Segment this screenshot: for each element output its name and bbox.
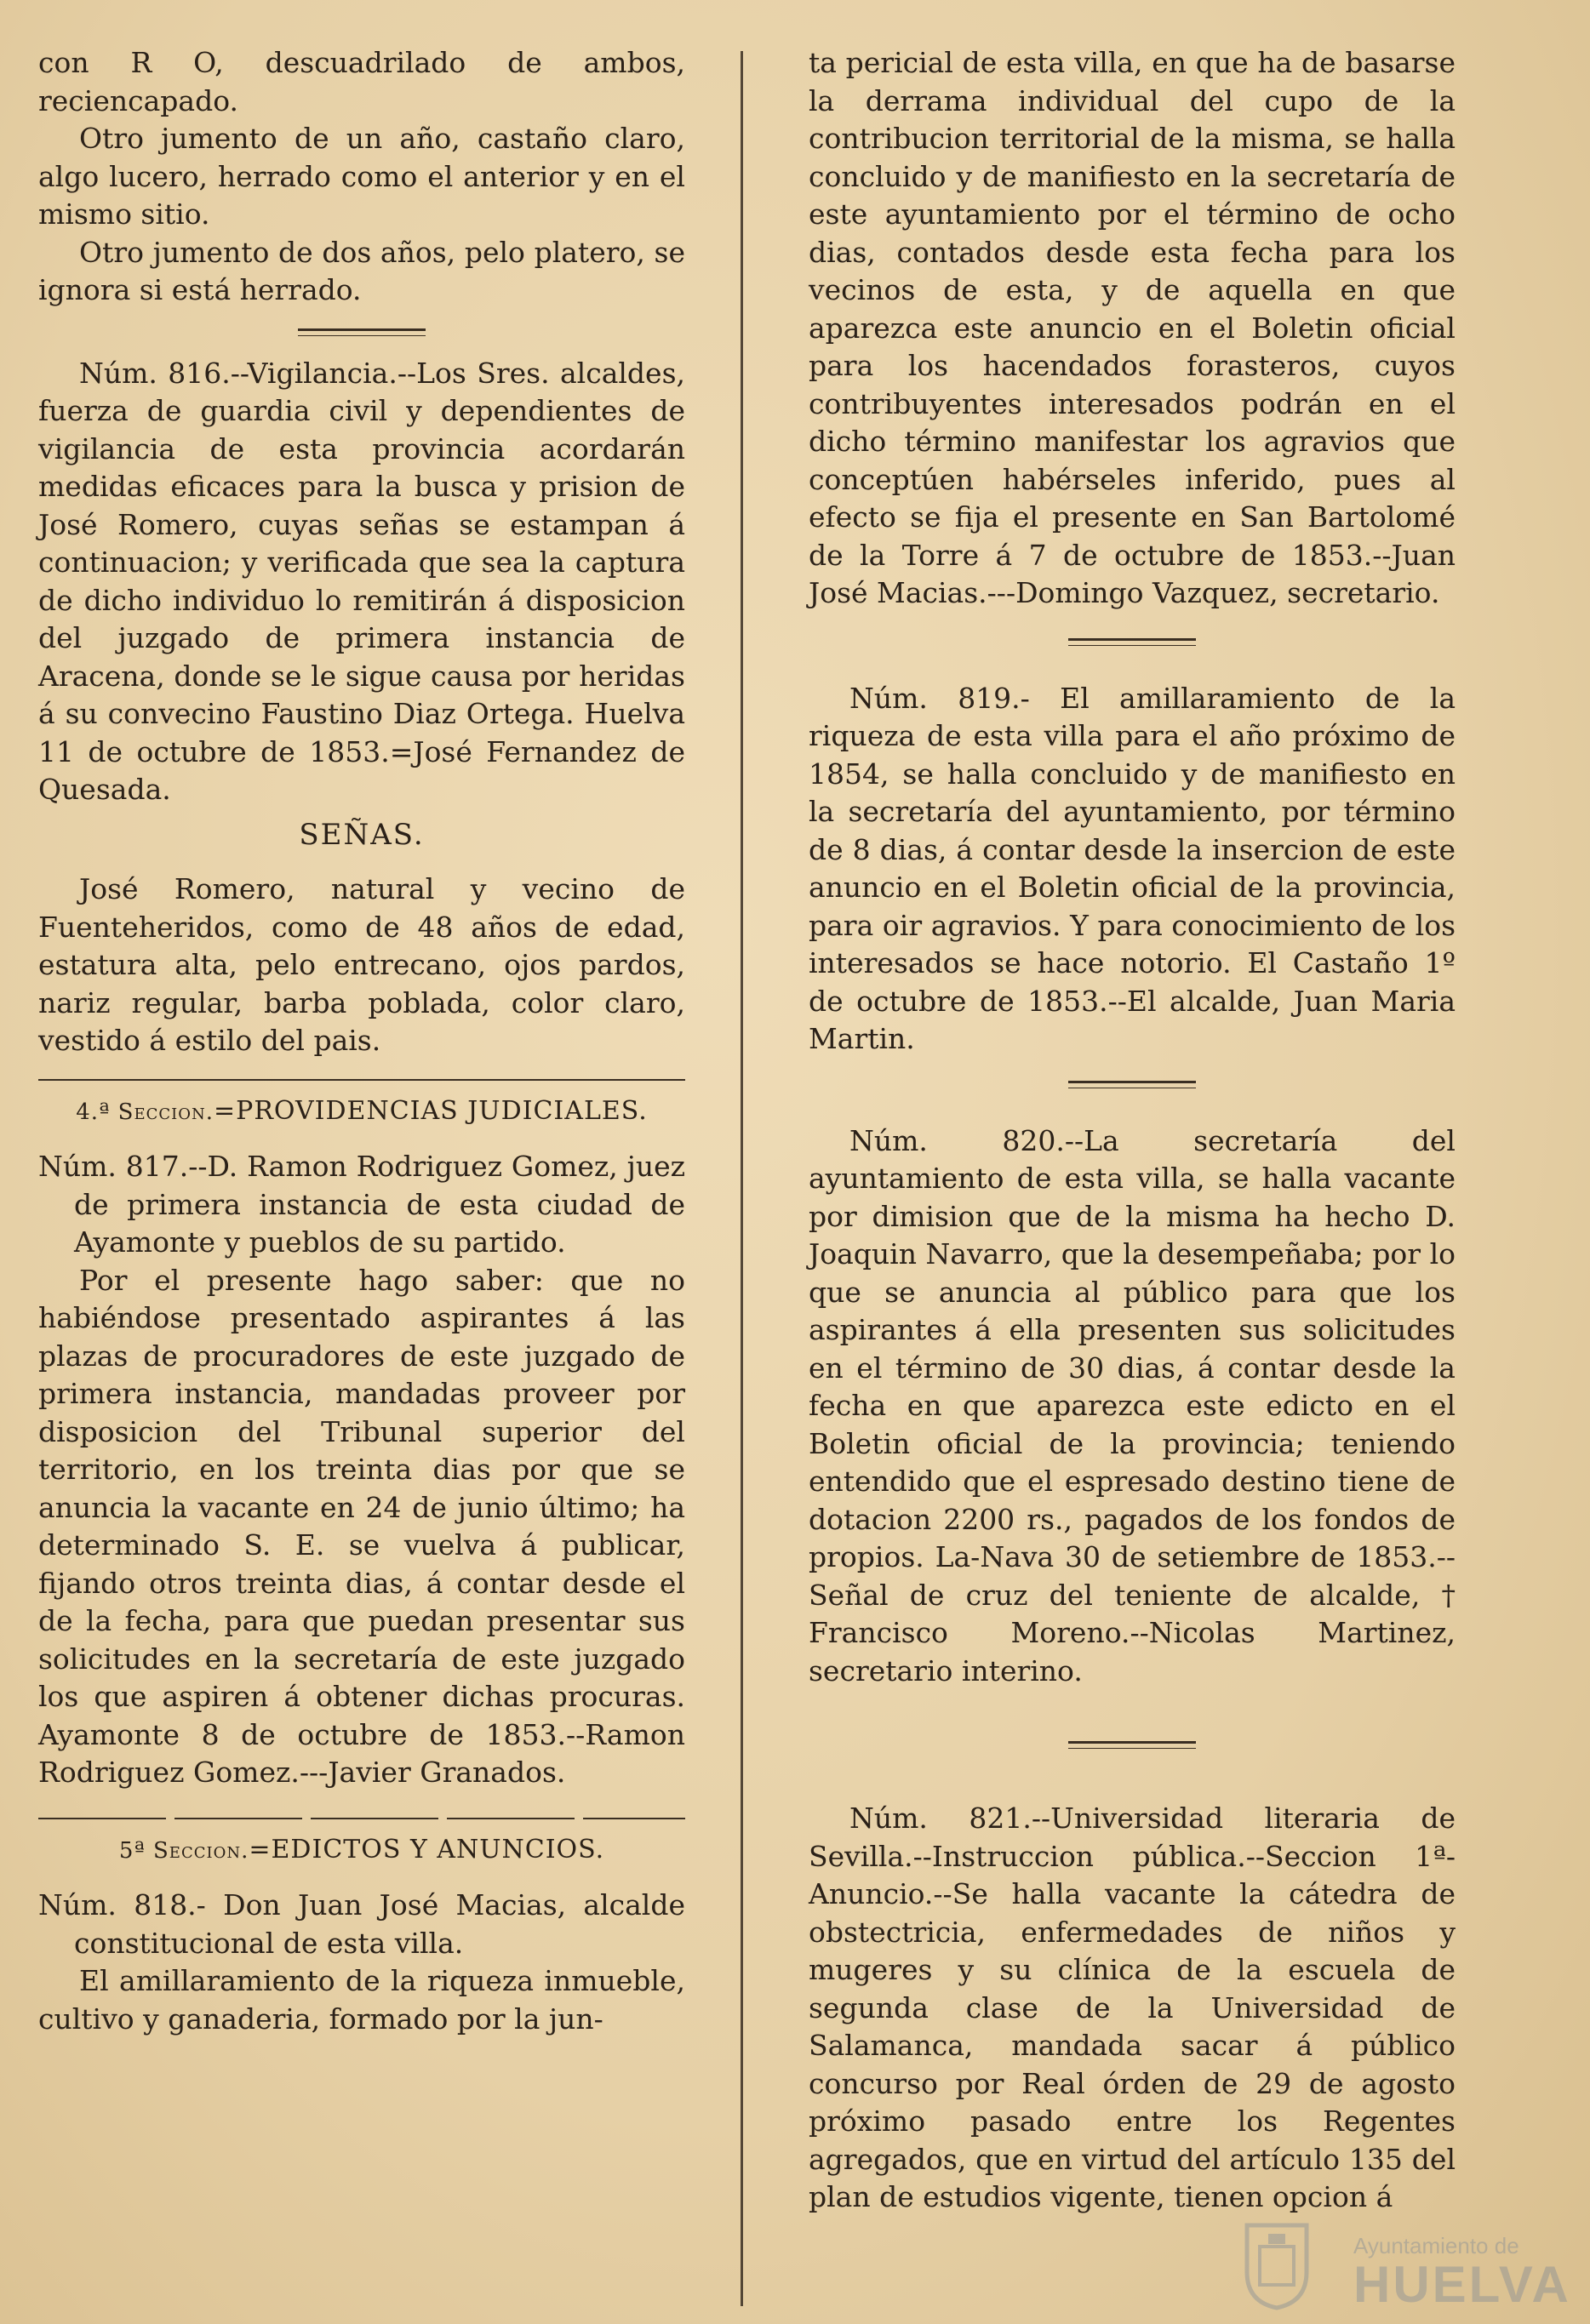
notice-821: Núm. 821.--Universidad literaria de Sevilla.--Instruccion pública.--Seccion 1ª-Anuncio.--Se halla vacante la cátedra de obstectricia, enfermedades de niños y mugeres y su clínica de la escuela de segunda clase de la Universidad de Salamanca, mandada sacar á público concurso por Real órden de 29 de agosto próximo pasado entre los Regentes agregados, que en virtud del artículo 135 del plan de estudios vigente, tienen opcion á — [809, 1802, 1456, 2213]
watermark-line-2: HUELVA — [1353, 2256, 1571, 2313]
notice-820: Núm. 820.--La secretaría del ayuntamiento de esta villa, se halla vacante por dimision que de la misma ha hecho D. Joaquin Navarro, que la desempeñaba; por lo que se anuncia al público para que los aspirantes á ella presenten sus solicitudes en el término de 30 dias, á contar desde la fecha en que aparezca este edicto en el Boletin oficial de la provincia; teniendo entendido que el espresado destino tiene de dotacion 2200 rs., pagados de los fondos de propios. La-Nava 30 de setiembre de 1853.--Señal de cruz del teniente de alcalde, † Francisco Moreno.--Nicolas Martinez, secretario interino. — [809, 1123, 1456, 1687]
section-divider — [38, 1079, 685, 1081]
notice-816: Núm. 816.--Vigilancia.--Los Sres. alcaldes, fuerza de guardia civil y dependientes de vigilancia de esta provincia acordarán medidas eficaces para la busca y prision de José Romero, cuyas señas se estampan á continuacion; y verificada que sea la captura de dicho individuo lo remitirán á disposicion del juzgado de primera instancia de Aracena, donde se le sigue causa por heridas á su convecino Faustino Diaz Ortega. Huelva 11 de octubre de 1853.=José Fernandez de Quesada. — [38, 356, 685, 806]
section-5-prefix: 5ª Seccion. — [118, 1837, 249, 1864]
right-column — [809, 44, 1456, 2217]
section-5-title: =EDICTOS Y ANUNCIOS. — [249, 1834, 605, 1864]
section-4-heading — [38, 1093, 685, 1132]
section-4-title: =PROVIDENCIAS JUDICIALES. — [214, 1095, 648, 1126]
paragraph-jumento-2: Otro jumento de un año, castaño claro, algo lucero, herrado como el anterior y en el mismo sitio. — [38, 122, 685, 231]
notice-separator — [1068, 1741, 1196, 1749]
notice-818-heading: Núm. 818.- Don Juan José Macias, alcalde constitucional de esta villa. — [38, 1888, 685, 1960]
section-5-heading — [38, 1831, 685, 1870]
coat-of-arms-icon — [1243, 2221, 1311, 2310]
notice-818-continuation: ta pericial de esta villa, en que ha de basarse la derrama individual del cupo de la contribucion territorial de la misma, se halla concluido y de manifiesto en la secretaría de este ayuntamiento por el término de ocho dias, contados desde esta fecha para los vecinos de esta, y de aquella en que aparezca este anuncio en el Boletin oficial para los hacendados forasteros, cuyos contribuyentes interesados podrán en el dicho término manifestar los agravios que conceptúen habérseles inferido, pues al efecto se fija el presente en San Bartolomé de la Torre á 7 de octubre de 1853.--Juan José Macias.---Domingo Vazquez, secretario. — [809, 46, 1456, 609]
section-divider — [38, 1818, 685, 1819]
column-divider — [741, 51, 743, 2306]
watermark-line-1: Ayuntamiento de — [1353, 2233, 1519, 2258]
notice-818-body: El amillaramiento de la riqueza inmueble, cultivo y ganaderia, formado por la jun- — [38, 1964, 685, 2036]
senas-description: José Romero, natural y vecino de Fuenteheridos, como de 48 años de edad, estatura alta, pelo entrecano, ojos pardos, nariz regular, barba poblada, color claro, vestido á estilo del pais. — [38, 872, 685, 1057]
left-column — [38, 44, 685, 2038]
notice-separator — [298, 328, 426, 336]
section-4-prefix: 4.ª Seccion. — [76, 1099, 214, 1125]
paragraph-jumento-1: con R O, descuadrilado de ambos, reciencapado. — [38, 46, 685, 117]
ayuntamiento-watermark — [1243, 2221, 1571, 2315]
notice-817-heading: Núm. 817.--D. Ramon Rodriguez Gomez, juez de primera instancia de esta ciudad de Ayamonte y pueblos de su partido. — [38, 1150, 685, 1259]
notice-817-body: Por el presente hago saber: que no habiéndose presentado aspirantes á las plazas de procuradores de este juzgado de primera instancia, mandadas proveer por disposicion del Tribunal superior del territorio, en los treinta dias por que se anuncia la vacante en 24 de junio último; ha determinado S. E. se vuelva á publicar, fijando otros treinta dias, á contar desde el de la fecha, para que puedan presentar sus solicitudes en la secretaría de este juzgado los que aspiren á obtener dichas procuras. Ayamonte 8 de octubre de 1853.--Ramon Rodriguez Gomez.---Javier Granados. — [38, 1263, 685, 1789]
senas-heading: SEÑAS. — [299, 817, 425, 852]
notice-separator — [1068, 638, 1196, 646]
paragraph-jumento-3: Otro jumento de dos años, pelo platero, se ignora si está herrado. — [38, 235, 685, 306]
notice-819: Núm. 819.- El amillaramiento de la riqueza de esta villa para el año próximo de 1854, se halla concluido y de manifiesto en la secretaría del ayuntamiento, por término de 8 dias, á contar desde la insercion de este anuncio en el Boletin oficial de la provincia, para oir agravios. Y para conocimiento de los interesados se hace notorio. El Castaño 1º de octubre de 1853.--El alcalde, Juan Maria Martin. — [809, 681, 1456, 1055]
notice-separator — [1068, 1081, 1196, 1088]
